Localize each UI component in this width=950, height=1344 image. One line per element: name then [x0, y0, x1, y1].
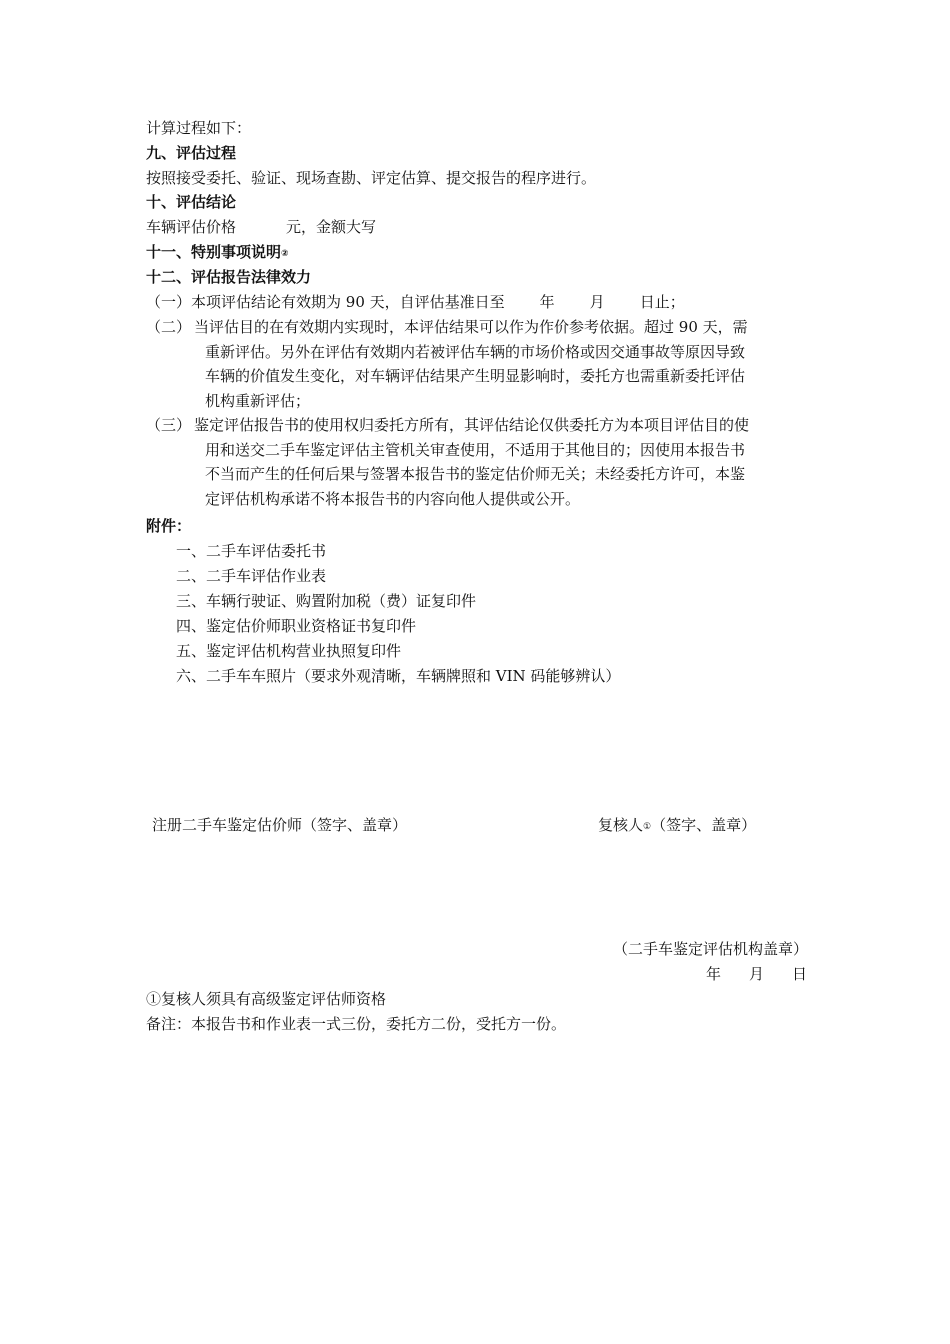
valuation-price-line: [146, 217, 376, 237]
item-1-text: 本项评估结论有效期为 90 天，自评估基准日至: [191, 293, 505, 311]
footnote-1: ①复核人须具有高级鉴定评估师资格: [146, 990, 387, 1008]
seal-year: 年: [705, 965, 721, 983]
item-2-line: 重新评估。另外在评估有效期内若被评估车辆的市场价格或因交通事故等原因导致: [205, 342, 746, 361]
seal-date: [706, 964, 807, 984]
section-11-title-text: 十一、特别事项说明: [146, 243, 282, 261]
remark: 备注：本报告书和作业表一式三份，委托方二份，受托方一份。: [146, 1015, 567, 1033]
section-12-title: 十二、评估报告法律效力: [146, 268, 312, 286]
item-3-line: 用和送交二手车鉴定评估主管机关审查使用，不适用于其他目的；因使用本报告书: [205, 440, 746, 459]
item-1-month: 月: [589, 293, 605, 311]
item-1-day: 日止；: [639, 293, 685, 311]
attachment-item: 四、鉴定估价师职业资格证书复印件: [176, 617, 417, 635]
institution-seal: （二手车鉴定评估机构盖章）: [612, 940, 808, 958]
attachments-title: 附件：: [146, 517, 192, 535]
reviewer-label: 复核人: [598, 816, 644, 834]
validity-item-3: [194, 413, 749, 511]
item-1-year: 年: [539, 293, 555, 311]
attachment-item: 六、二手车车照片（要求外观清晰，车辆牌照和 VIN 码能够辨认）: [176, 667, 621, 685]
item-3-line: 鉴定评估报告书的使用权归委托方所有，其评估结论仅供委托方为本项目评估目的使: [194, 416, 750, 434]
section-10-title: 十、评估结论: [146, 193, 237, 211]
appraiser-signature: 注册二手车鉴定估价师（签字、盖章）: [152, 816, 408, 834]
footnote-mark-1: ①: [643, 822, 652, 832]
section-9-body: 按照接受委托、验证、现场查勘、评定估算、提交报告的程序进行。: [146, 169, 597, 187]
section-9-title: 九、评估过程: [146, 144, 237, 162]
item-3-number: （三）: [146, 416, 192, 434]
item-3-line: 不当而产生的任何后果与签署本报告书的鉴定估价师无关；未经委托方许可，本鉴: [205, 465, 746, 483]
reviewer-signature: [598, 815, 756, 837]
reviewer-suffix: （签字、盖章）: [651, 816, 757, 834]
footnote-mark-2: ②: [281, 249, 289, 259]
attachment-item: 一、二手车评估委托书: [176, 542, 327, 560]
item-2-line: 机构重新评估；: [205, 391, 311, 410]
seal-day: 日: [791, 965, 807, 983]
item-3-line: 定评估机构承诺不将本报告书的内容向他人提供或公开。: [205, 489, 581, 508]
attachment-item: 三、车辆行驶证、购置附加税（费）证复印件: [176, 592, 477, 610]
price-unit: 元，金额大写: [286, 218, 377, 236]
attachment-item: 二、二手车评估作业表: [176, 567, 327, 585]
seal-month: 月: [748, 965, 764, 983]
validity-item-2: [194, 315, 748, 413]
price-label: 车辆评估价格: [146, 218, 237, 236]
calc-intro: 计算过程如下：: [146, 119, 252, 137]
item-1-number: （一）: [146, 293, 192, 311]
attachment-item: 五、鉴定评估机构营业执照复印件: [176, 642, 402, 660]
section-11-title: [146, 242, 289, 264]
item-2-number: （二）: [146, 318, 192, 336]
item-2-line: 车辆的价值发生变化，对车辆评估结果产生明显影响时，委托方也需重新委托评估: [205, 367, 746, 385]
item-2-line: 当评估目的在有效期内实现时，本评估结果可以作为作价参考依据。超过 90 天，需: [194, 318, 748, 336]
validity-item-1: [146, 292, 685, 312]
